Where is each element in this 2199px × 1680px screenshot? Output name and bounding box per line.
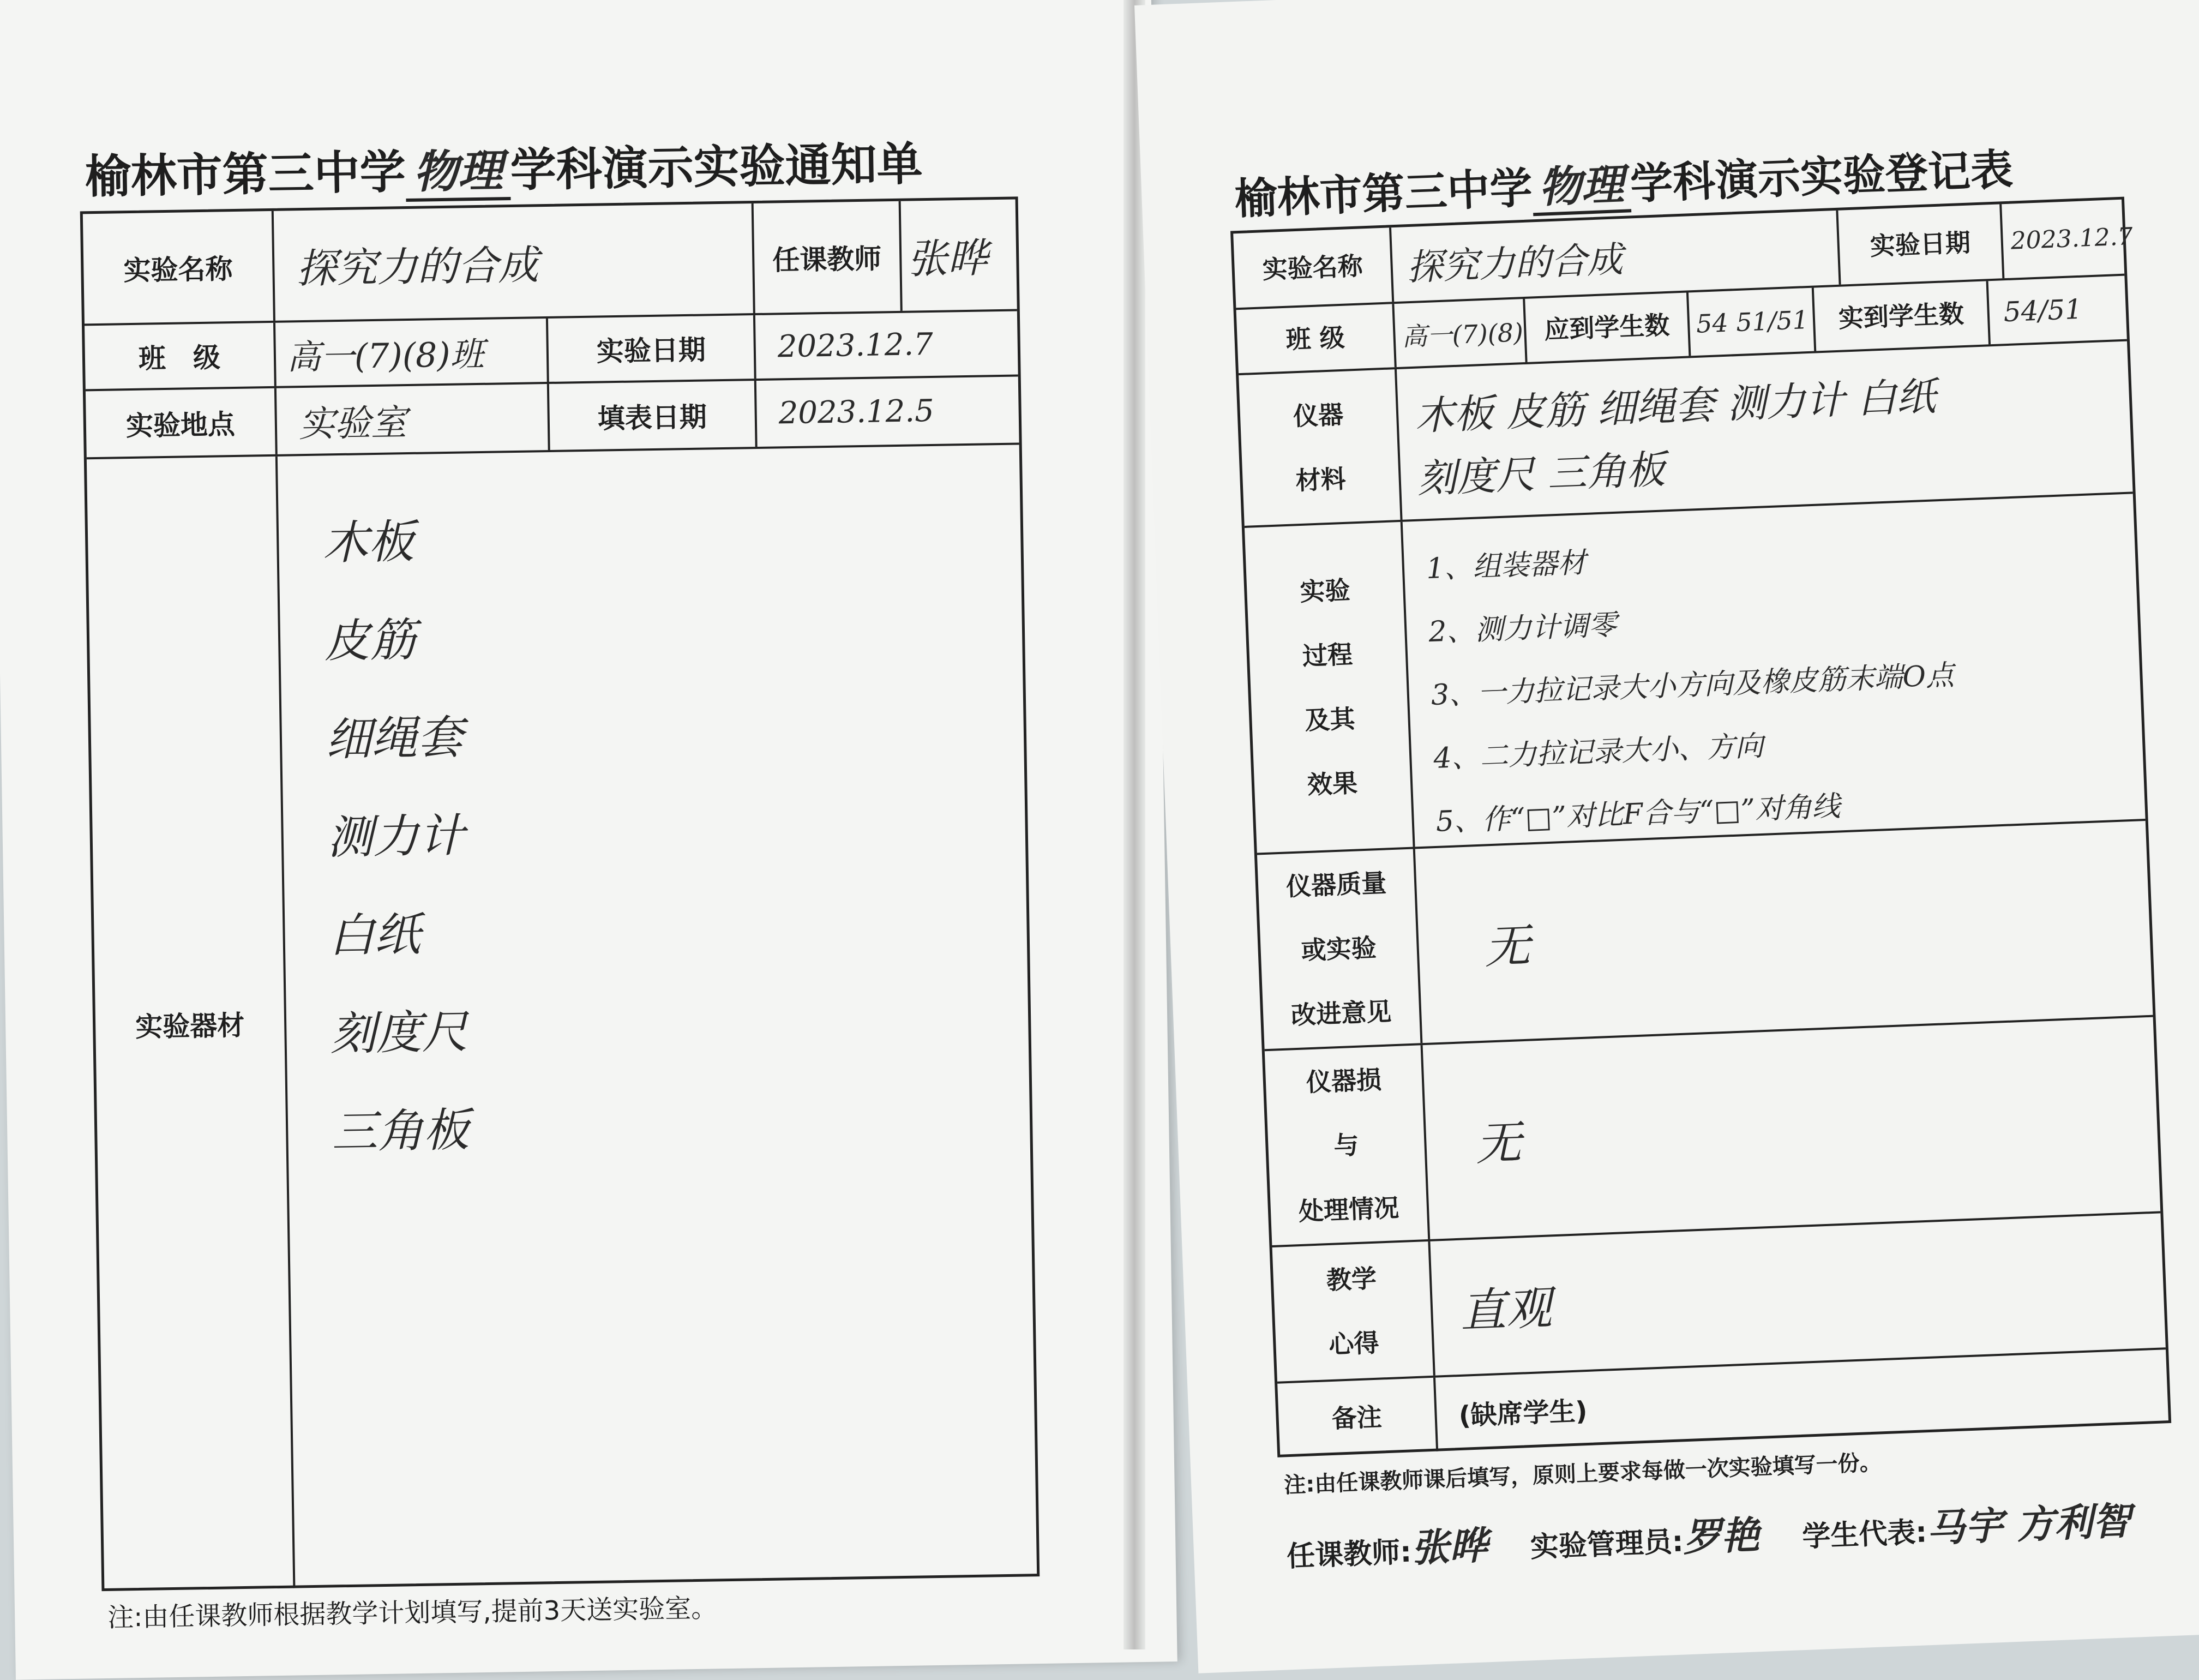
material-item: 三角板 [331,1103,470,1159]
material-item: 测力计 [327,808,465,865]
label-expected-students: 应到学生数 [1543,310,1671,345]
value-actual-students: 54/51 [2003,293,2083,328]
label-fill-date: 填表日期 [597,400,707,435]
material-item: 木板 [322,514,415,570]
value-teacher: 张晔 [906,234,988,283]
sign-admin: 罗艳 [1682,1512,1761,1561]
process-step: 5、作“□”对比F合与“□”对角线 [1435,790,1841,838]
label-damage-2: 与 [1333,1130,1360,1161]
value-class: 高一(7)(8)班 [286,334,485,377]
label-reflection-2: 心得 [1328,1328,1380,1360]
value-damage: 无 [1474,1115,1523,1171]
label-process-3: 及其 [1304,704,1356,735]
sign-teacher: 张晔 [1410,1522,1489,1571]
record-footnote: 注:由任课教师课后填写，原则上要求每做一次实验填写一份。 [1283,1450,1882,1498]
materials-list [322,492,470,1181]
value-fill-date: 2023.12.5 [778,393,935,431]
label-teacher: 任课教师 [772,242,882,276]
value-expected-students: 54 51/51 [1696,305,1809,339]
label-experiment-name: 实验名称 [123,253,233,286]
row-damage [1265,1017,2161,1247]
notice-form-table [80,196,1040,1591]
label-sign-rep: 学生代表: [1801,1516,1928,1554]
sign-rep: 马宇 方利智 [1926,1497,2132,1551]
row-equipment [87,445,1037,1591]
value-quality: 无 [1483,918,1531,974]
material-item: 细绳套 [325,710,464,766]
label-damage-1: 仪器损 [1305,1065,1382,1097]
process-step: 2、测力计调零 [1428,608,1618,649]
value-reflection: 直观 [1459,1280,1553,1338]
label-class: 班 级 [138,341,221,375]
row-process [1245,494,2146,855]
label-experiment-date: 实验日期 [1869,227,1971,261]
label-quality-1: 仪器质量 [1285,868,1387,902]
value-instruments-line1: 木板 皮筋 细绳套 测力计 白纸 [1414,373,1937,439]
title-form-type: 学科演示实验通知单 [509,137,923,197]
label-instruments: 仪器 [1293,399,1344,431]
value-location: 实验室 [298,401,407,446]
label-class: 班 级 [1285,322,1345,355]
record-form-table [1230,197,2171,1457]
title-subject: 物理 [405,145,511,202]
value-experiment-date: 2023.12.7 [2010,222,2134,255]
label-damage-3: 处理情况 [1298,1193,1400,1227]
value-experiment-name: 探究力的合成 [296,241,539,292]
label-quality-2: 或实验 [1300,933,1377,965]
label-sign-teacher: 任课教师: [1286,1535,1413,1574]
row-experiment-name [83,199,1017,326]
process-step: 1、组装器材 [1425,546,1587,586]
value-instruments-line2: 刻度尺 三角板 [1416,446,1666,502]
label-process-1: 实验 [1299,575,1351,607]
process-step: 4、二力拉记录大小、方向 [1433,729,1764,775]
label-sign-admin: 实验管理员: [1529,1525,1684,1564]
label-equipment: 实验器材 [135,1009,245,1043]
value-class: 高一(7)(8) [1401,317,1524,352]
process-steps [1425,517,1960,853]
material-item: 皮筋 [323,613,416,668]
label-materials: 材料 [1295,464,1347,496]
sheet-gap-shadow [1123,0,1145,1649]
row-quality [1257,821,2153,1051]
material-item: 白纸 [328,907,421,963]
label-quality-3: 改进意见 [1290,997,1392,1030]
label-process-2: 过程 [1301,639,1353,671]
title-subject: 物理 [1531,159,1632,216]
signature-line [1285,1490,2132,1577]
notice-form-title [85,124,1122,206]
value-experiment-date: 2023.12.7 [777,326,934,364]
label-actual-students: 实到学生数 [1837,299,1964,333]
record-form-sheet [1134,0,2199,1673]
value-remarks: (缺席学生) [1458,1396,1588,1432]
value-experiment-name: 探究力的合成 [1406,238,1624,289]
label-reflection-1: 教学 [1325,1263,1377,1295]
label-process-4: 效果 [1307,768,1359,800]
label-experiment-name: 实验名称 [1261,251,1363,285]
notice-footnote: 注:由任课教师根据教学计划填写,提前3天送实验室。 [107,1593,718,1633]
title-school: 榆林市第三中学 [1234,164,1534,225]
title-school: 榆林市第三中学 [84,145,406,204]
label-location: 实验地点 [125,408,236,442]
title-form-type: 学科演示实验登记表 [1629,145,2014,209]
material-item: 刻度尺 [329,1005,468,1061]
process-step: 3、一力拉记录大小方向及橡皮筋末端O点 [1430,659,1955,712]
label-remarks: 备注 [1331,1402,1383,1433]
label-experiment-date: 实验日期 [596,334,706,368]
